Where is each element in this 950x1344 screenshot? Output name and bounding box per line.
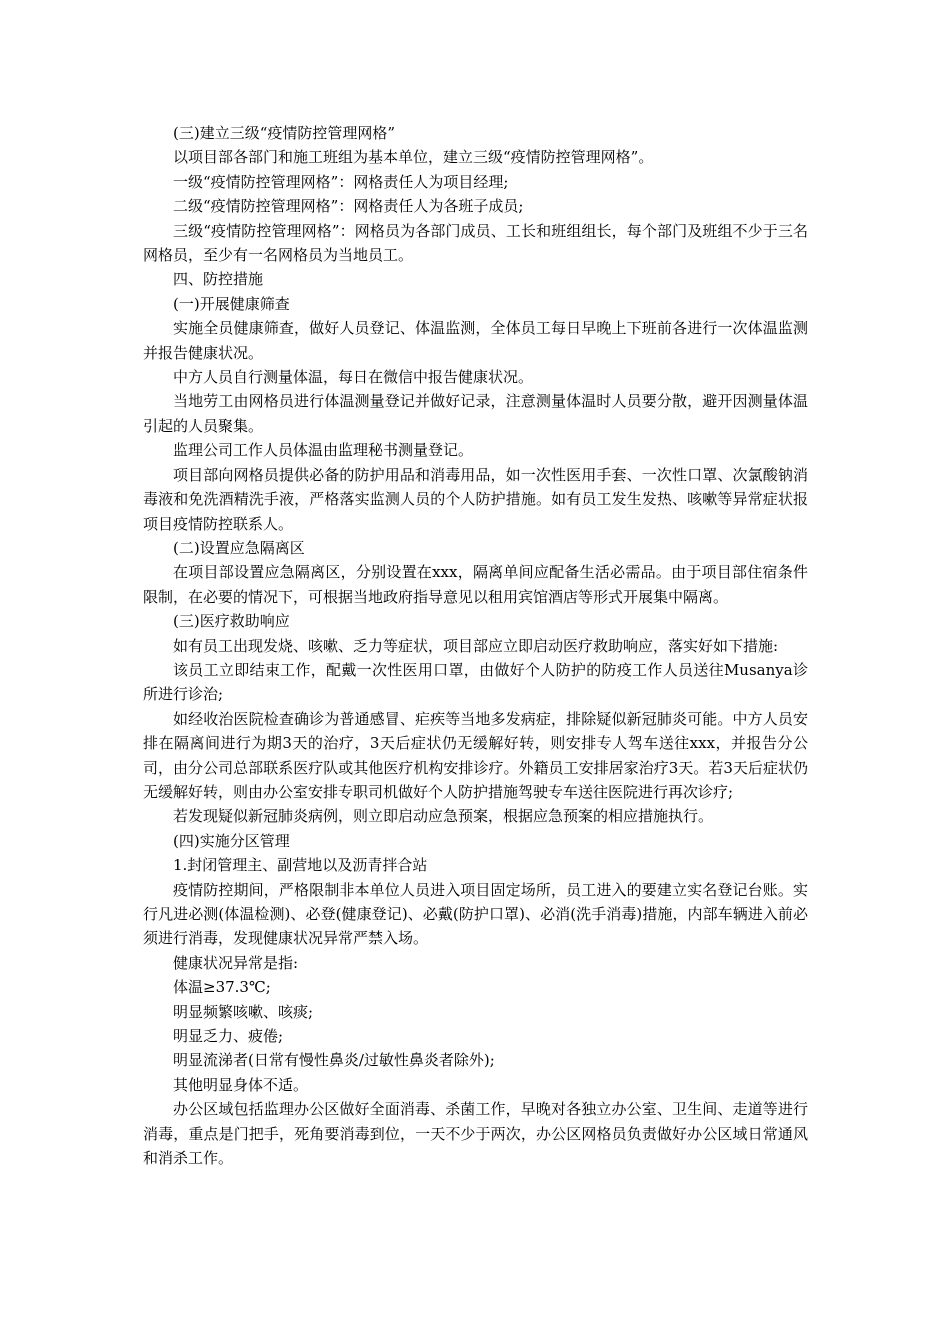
- list-item: 其他明显身体不适。: [173, 1075, 309, 1094]
- subsection-heading-health-screening: (一)开展健康筛查: [173, 294, 290, 313]
- paragraph: 中方人员自行测量体温，每日在微信中报告健康状况。: [173, 368, 534, 387]
- paragraph: 实施全员健康筛查，做好人员登记、体温监测，全体员工每日早晚上下班前各进行一次体温监测并报告健康状况。: [143, 319, 808, 362]
- paragraph: 如有员工出现发烧、咳嗽、乏力等症状，项目部应立即启动医疗救助响应，落实好如下措施:: [173, 636, 779, 655]
- paragraph: 健康状况异常是指:: [173, 953, 299, 972]
- paragraph: 若发现疑似新冠肺炎病例，则立即启动应急预案，根据应急预案的相应措施执行。: [173, 807, 714, 826]
- paragraph: 疫情防控期间，严格限制非本单位人员进入项目固定场所，员工进入的要建立实名登记台账。实行凡进必测(体温检测)、必登(健康登记)、必戴(防护口罩)、必消(洗手消毒)措施，内部车辆进入前必须进行消毒，发现健康状况异常严禁入场。: [143, 880, 808, 948]
- subsection-heading-medical-response: (三)医疗救助响应: [173, 612, 290, 631]
- item-heading-closed-management: 1.封闭管理主、副营地以及沥青拌合站: [173, 856, 428, 875]
- paragraph: 如经收治医院检查确诊为普通感冒、疟疾等当地多发病症，排除疑似新冠肺炎可能。中方人员安排在隔离间进行为期3天的治疗，3天后症状仍无缓解好转，则安排专人驾车送往xxx，并报告分公司，由分公司总部联系医疗队或其他医疗机构安排诊疗。外籍员工安排居家治疗3天。若3天后症状仍无缓解好转，则由办公室安排专职司机做好个人防护措施驾驶专车送往医院进行再次诊疗;: [143, 709, 808, 801]
- list-item: 明显频繁咳嗽、咳痰;: [173, 1002, 314, 1021]
- paragraph: 二级“疫情防控管理网格”：网格责任人为各班子成员;: [173, 197, 524, 216]
- document-body: [143, 121, 808, 1170]
- subsection-heading-isolation-area: (二)设置应急隔离区: [173, 538, 305, 557]
- paragraph: 一级“疫情防控管理网格”：网格责任人为项目经理;: [173, 172, 509, 191]
- paragraph: 以项目部各部门和施工班组为基本单位，建立三级“疫情防控管理网格”。: [173, 148, 654, 167]
- paragraph: 监理公司工作人员体温由监理秘书测量登记。: [173, 441, 474, 460]
- paragraph: 在项目部设置应急隔离区，分别设置在xxx，隔离单间应配备生活必需品。由于项目部住宿条件限制，在必要的情况下，可根据当地政府指导意见以租用宾馆酒店等形式开展集中隔离。: [143, 563, 808, 606]
- section-heading-three-level-grid: (三)建立三级“疫情防控管理网格”: [173, 124, 396, 142]
- list-item: 体温≥37.3℃;: [173, 978, 271, 997]
- section-heading-prevention-measures: 四、防控措施: [173, 270, 264, 289]
- paragraph: 项目部向网格员提供必备的防护用品和消毒用品，如一次性医用手套、一次性口罩、次氯酸钠消毒液和免洗酒精洗手液，严格落实监测人员的个人防护措施。如有员工发生发热、咳嗽等异常症状报项目疫情防控联系人。: [143, 465, 808, 533]
- paragraph: 办公区域包括监理办公区做好全面消毒、杀菌工作，早晚对各独立办公室、卫生间、走道等进行消毒，重点是门把手，死角要消毒到位，一天不少于两次，办公区网格员负责做好办公区域日常通风和消杀工作。: [143, 1100, 808, 1168]
- paragraph: 该员工立即结束工作，配戴一次性医用口罩，由做好个人防护的防疫工作人员送往Musanya诊所进行诊治;: [143, 660, 808, 704]
- list-item: 明显乏力、疲倦;: [173, 1027, 284, 1046]
- paragraph: 三级“疫情防控管理网格”：网格员为各部门成员、工长和班组组长，每个部门及班组不少于三名网格员，至少有一名网格员为当地员工。: [143, 221, 808, 265]
- subsection-heading-zone-management: (四)实施分区管理: [173, 831, 290, 850]
- paragraph: 当地劳工由网格员进行体温测量登记并做好记录，注意测量体温时人员要分散，避开因测量体温引起的人员聚集。: [143, 392, 808, 435]
- list-item: 明显流涕者(日常有慢性鼻炎/过敏性鼻炎者除外);: [173, 1051, 495, 1070]
